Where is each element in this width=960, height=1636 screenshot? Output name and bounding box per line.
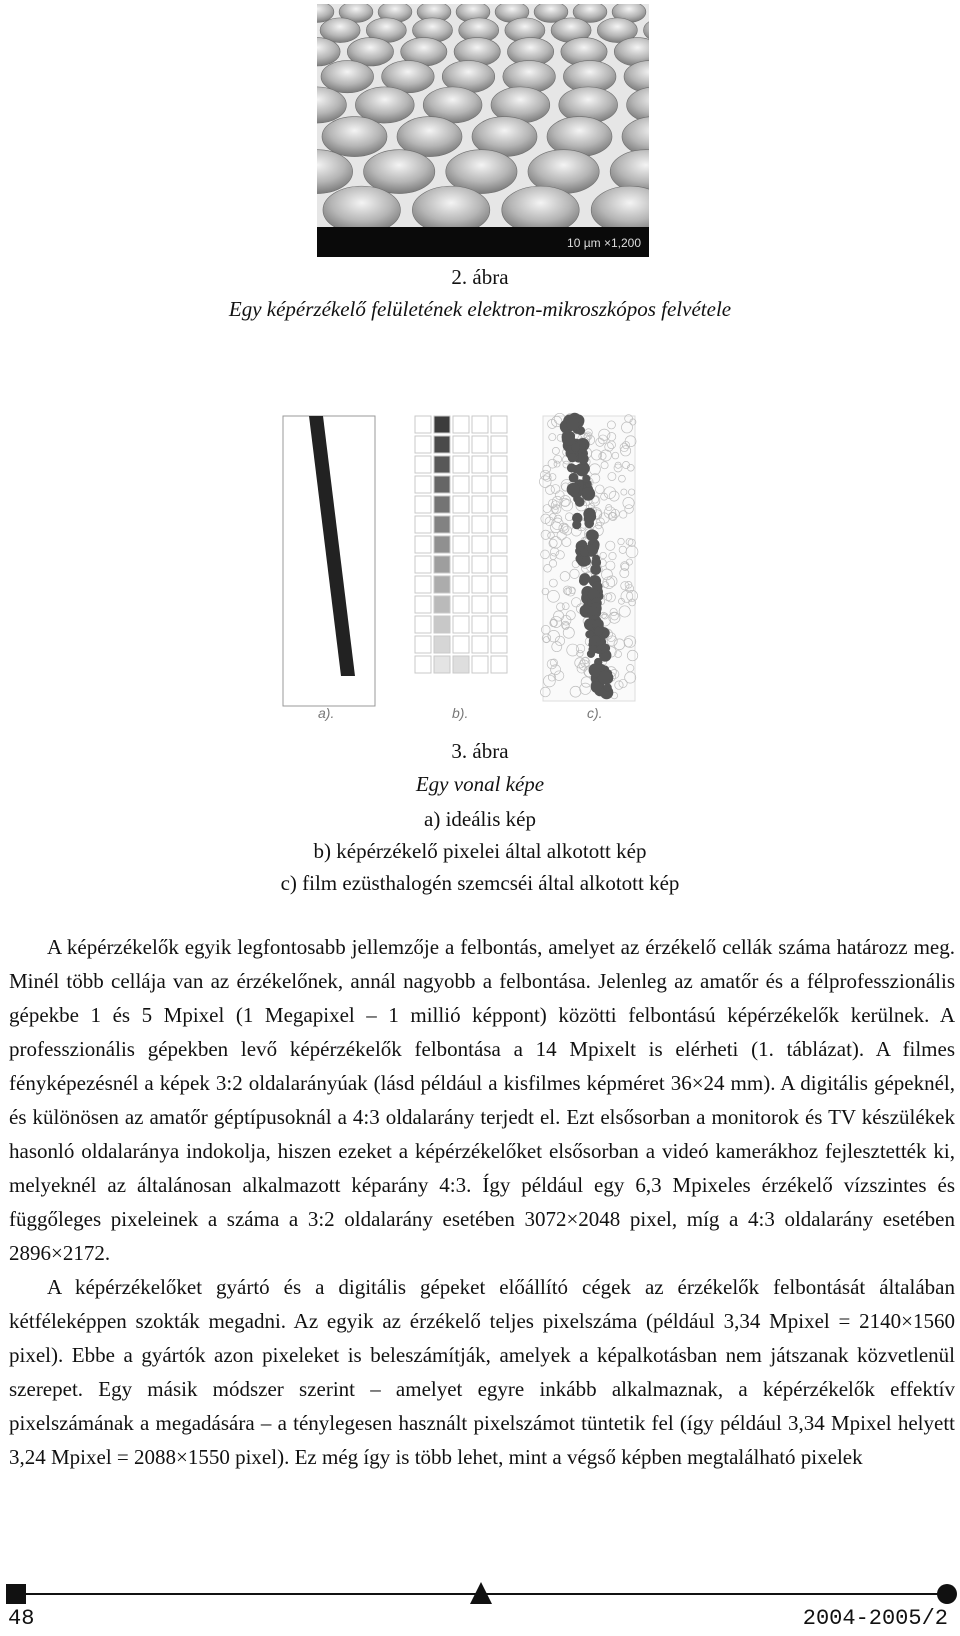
circle-ornament-icon [937,1584,957,1604]
triangle-ornament-icon [470,1582,492,1604]
microlens-array-picture [317,4,649,227]
line-image-comparison-figure [275,396,695,736]
issue-number: 2004-2005/2 [802,1606,948,1631]
figure-3-caption-b: b) képérzékelő pixelei által alkotott kép [313,839,647,863]
page-number: 48 [8,1606,35,1631]
page-footer [0,1584,960,1636]
scale-bar [317,227,649,257]
panel-label-a: a). [318,705,335,721]
scale-bar-text: 10 µm ×1,200 [567,236,641,250]
panel-label-c: c). [587,705,603,721]
paragraph: A képérzékelők egyik legfontosabb jellemzője a felbontás, amelyet az érzékelő cellák száma határozz meg. Minél több cellája van az érzékelőnek, annál nagyobb a felbontása. Jelenleg az amatőr és a félprofesszionális gépekbe 1 és 5 Mpixel (1 Megapixel – 1 millió képpont) közötti felbontású képérzékelők kerülnek. A professzionális gépekben levő képérzékelők felbontása a 14 Mpixelt is elérheti (1. táblázat). A filmes fényképezésnél a képek 3:2 oldalarányúak (lásd például a kisfilmes képméret 36×24 mm). A digitális gépeknél, és különösen az amatőr géptípusoknál a 4:3 oldalarány terjedt el. Ezt elsősorban a monitorok és TV készülékek hasonló oldalaránya indokolja, hiszen ezeket a képérzékelőket elsősorban a videó kamerákhoz fejlesztették ki, melyeknél az általánosan alkalmazott képarány 4:3. Így például egy 6,3 Mpixeles érzékelő vízszintes és függőleges pixeleinek a száma a 3:2 oldalarány esetében 3072×2048 pixel, míg a 4:3 oldalarány esetében 2896×2172. [9,935,955,1265]
figure-2-number: 2. ábra [451,265,509,289]
sem-microlens-image [317,4,649,257]
paragraph: A képérzékelőket gyártó és a digitális gépeket előállító cégek az érzékelők felbontását általában kétféleképpen szokták megadni. Az egyik az érzékelő teljes pixelszáma (például 3,34 Mpixel = 2140×1560 pixel). Ebbe a gyártók azon pixeleket is beleszámítják, amelyek a képalkotásban nem játszanak közvetlenül szerepet. Egy másik módszer szerint – amelyet egyre inkább alkalmaznak, a képérzékelők effektív pixelszámának a megadására – a ténylegesen használt pixelszámot tüntetik fel (így például 3,34 Mpixel helyett 3,24 Mpixel = 2088×1550 pixel). Ez még így is több lehet, mint a végső képben megtalálható pixelek [9,1275,955,1469]
panel-label-b: b). [452,705,469,721]
article-body [9,930,955,1474]
square-ornament-icon [6,1584,26,1604]
figure-3-title: Egy vonal képe [415,772,545,796]
figure-3-caption-c: c) film ezüsthalogén szemcséi által alkotott kép [280,871,680,895]
figure-3-number: 3. ábra [451,739,509,763]
figure-3-caption-a: a) ideális kép [424,807,536,831]
figure-2-title: Egy képérzékelő felületének elektron-mikroszkópos felvétele [228,297,732,321]
